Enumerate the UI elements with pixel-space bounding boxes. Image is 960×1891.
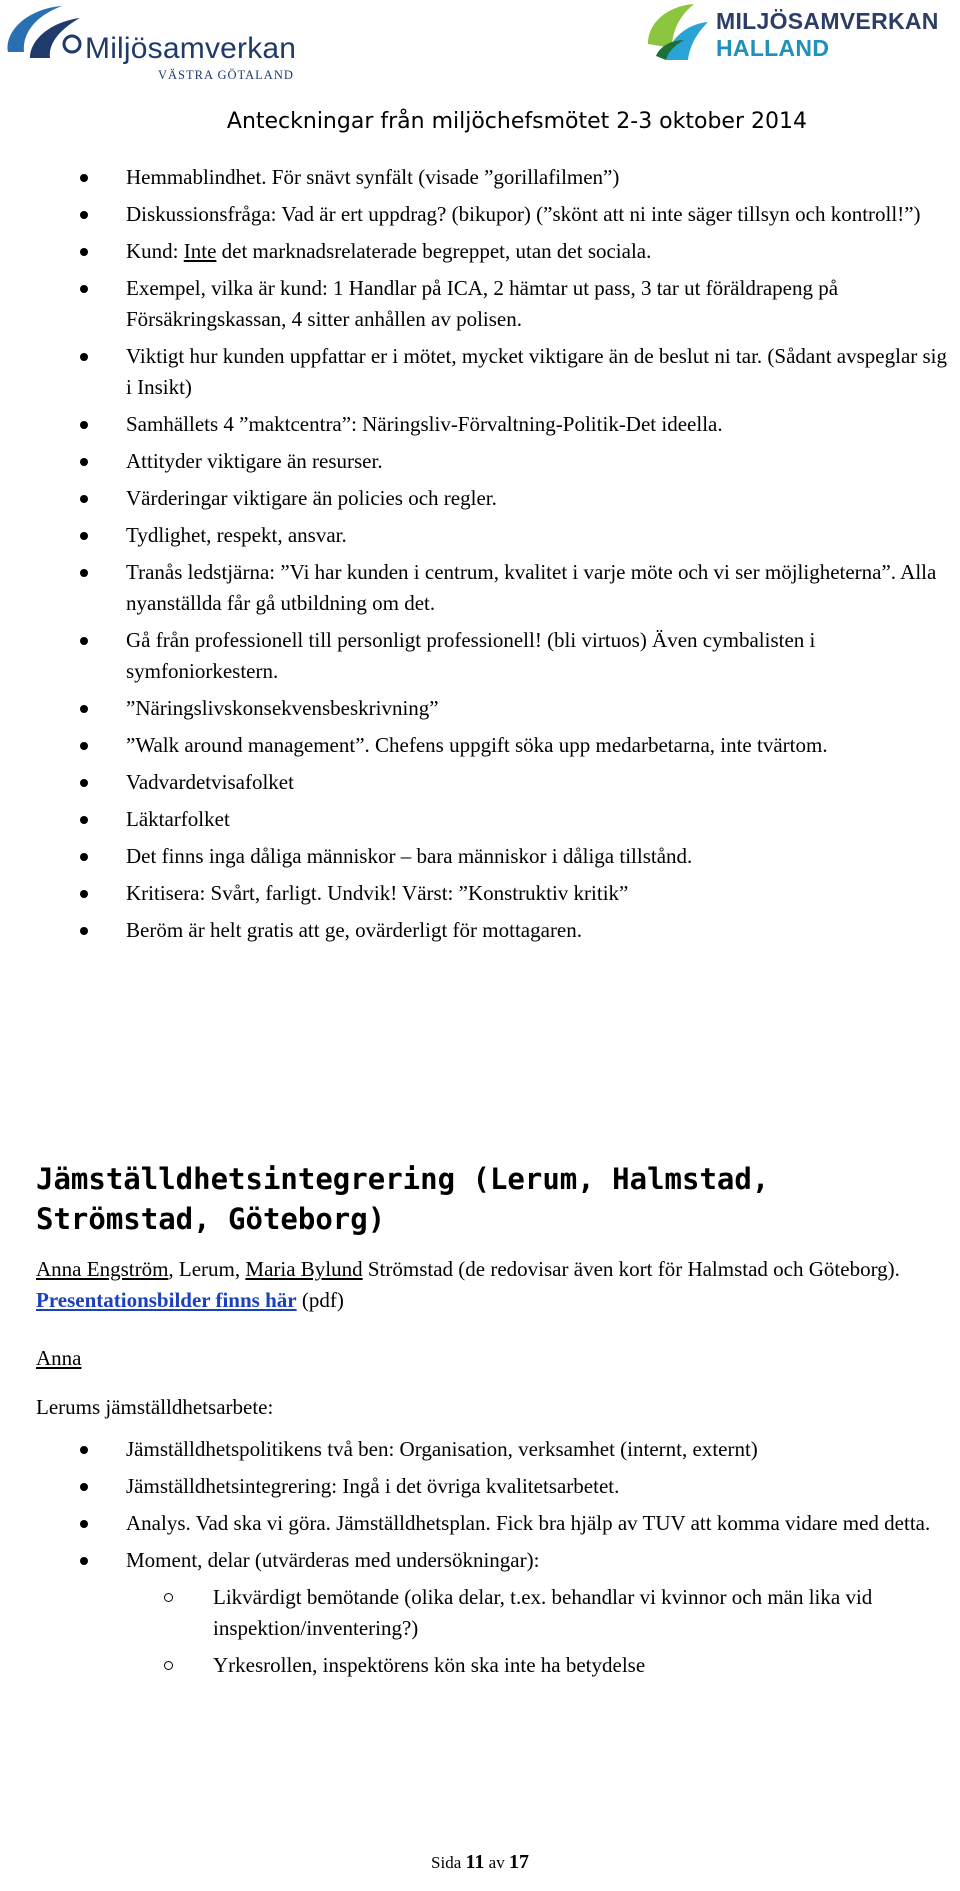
author-name-maria: Maria Bylund: [245, 1257, 363, 1281]
list-item-text: Hemmablindhet. För snävt synfält (visade ”gorillafilmen”): [126, 165, 620, 189]
bullet-icon: [80, 421, 88, 429]
list-item: [0, 878, 956, 909]
bullet-icon: [80, 1557, 88, 1565]
list-item-text: Tydlighet, respekt, ansvar.: [126, 523, 347, 547]
list-item-text: ”Näringslivskonsekvensbeskrivning”: [126, 696, 439, 720]
section-heading: Jämställdhetsintegrering (Lerum, Halmstad, Strömstad, Göteborg): [36, 1162, 770, 1236]
list-item-text: Jämställdhetsintegrering: Ingå i det övriga kvalitetsarbetet.: [126, 1474, 620, 1498]
list-item: [0, 915, 956, 946]
circle-bullet-icon: [164, 1593, 173, 1602]
bullet-icon: [80, 569, 88, 577]
bullet-icon: [80, 248, 88, 256]
page-header: [0, 0, 960, 140]
list-item: [0, 162, 956, 193]
sub-list-item-text: Yrkesrollen, inspektörens kön ska inte ha betydelse: [213, 1653, 646, 1677]
footer-page-number: 11: [465, 1851, 485, 1873]
document-title: Anteckningar från miljöchefsmötet 2-3 oktober 2014: [226, 109, 807, 134]
list-item: [0, 273, 956, 335]
bullet-icon: [80, 742, 88, 750]
section-subtitle: Lerums jämställdhetsarbete:: [36, 1395, 274, 1419]
sub-list-item-text: Likvärdigt bemötande (olika delar, t.ex. behandlar vi kvinnor och män lika vid inspektion/inventering?): [213, 1585, 873, 1640]
section-intro: [36, 1254, 936, 1316]
list-item-text: Tranås ledstjärna: ”Vi har kunden i centrum, kvalitet i varje möte och vi ser möjligheterna”. Alla nyanställda får gå utbildning om det.: [126, 560, 937, 615]
bullet-icon: [80, 927, 88, 935]
list-item: [0, 693, 956, 724]
list-item: [0, 625, 956, 687]
bullet-icon: [80, 1446, 88, 1454]
page-footer: [0, 1851, 960, 1874]
bullet-icon: [80, 174, 88, 182]
list-item: [0, 1545, 956, 1576]
logo-miljosamverkan-halland: [640, 0, 960, 70]
bullet-icon: [80, 853, 88, 861]
bullet-icon: [80, 816, 88, 824]
list-item-text: Beröm är helt gratis att ge, ovärderligt för mottagaren.: [126, 918, 583, 942]
intro-text-2: Strömstad (de redovisar även kort för Halmstad och Göteborg).: [362, 1257, 900, 1281]
list-item-text: Läktarfolket: [126, 807, 230, 831]
author-name-anna: Anna Engström: [36, 1257, 169, 1281]
list-item-text: ”Walk around management”. Chefens uppgift söka upp medarbetarna, inte tvärtom.: [126, 733, 828, 757]
list-item: [0, 730, 956, 761]
bullet-icon: [80, 458, 88, 466]
intro-text-3: (pdf): [296, 1288, 344, 1312]
intro-text-1: , Lerum,: [168, 1257, 246, 1281]
list-item-text: Moment, delar (utvärderas med undersökningar):: [126, 1548, 540, 1572]
list-item: [0, 446, 956, 477]
list-item-text-pre: Kund:: [126, 239, 184, 263]
bullet-icon: [80, 779, 88, 787]
sub-list-item: [0, 1582, 953, 1644]
bullet-icon: [80, 637, 88, 645]
logo-left-name: Miljösamverkan: [85, 32, 297, 65]
presentation-link[interactable]: Presentationsbilder finns här: [36, 1288, 297, 1312]
logo-right-line2: HALLAND: [716, 35, 830, 61]
footer-total-pages: 17: [508, 1851, 529, 1873]
list-item-text: Viktigt hur kunden uppfattar er i mötet, mycket viktigare än de beslut ni tar. (Sådant avspeglar sig i Insikt): [126, 344, 948, 399]
bullet-icon: [80, 890, 88, 898]
bullet-icon: [80, 1483, 88, 1491]
list-item-text: Kritisera: Svårt, farligt. Undvik! Värst: ”Konstruktiv kritik”: [126, 881, 629, 905]
list-item-text: Analys. Vad ska vi göra. Jämställdhetsplan. Fick bra hjälp av TUV att komma vidare med detta.: [126, 1511, 931, 1535]
lerum-list: [0, 1434, 956, 1687]
logo-miljosamverkan-vg: [0, 0, 330, 82]
list-item: [0, 341, 956, 403]
list-item-text: Samhällets 4 ”maktcentra”: Näringsliv-Förvaltning-Politik-Det ideella.: [126, 412, 723, 436]
list-item-text: Det finns inga dåliga människor – bara människor i dåliga tillstånd.: [126, 844, 693, 868]
circle-bullet-icon: [164, 1661, 173, 1670]
list-item: [0, 483, 956, 514]
list-item: [0, 1471, 956, 1502]
list-item: [0, 557, 956, 619]
list-item-text: Exempel, vilka är kund: 1 Handlar på ICA, 2 hämtar ut pass, 3 tar ut föräldrapeng på Försäkringskassan, 4 sitter anhållen av polisen.: [126, 276, 839, 331]
list-item-text: Attityder viktigare än resurser.: [126, 449, 383, 473]
bullet-icon: [80, 495, 88, 503]
list-item: [0, 409, 956, 440]
logo-left-subtitle: VÄSTRA GÖTALAND: [158, 68, 294, 82]
list-item-text-post: det marknadsrelaterade begreppet, utan det sociala.: [216, 239, 652, 263]
list-item-text: Jämställdhetspolitikens två ben: Organisation, verksamhet (internt, externt): [126, 1437, 758, 1461]
footer-mid: av: [484, 1853, 509, 1872]
notes-list: [0, 162, 956, 952]
bullet-icon: [80, 705, 88, 713]
list-item: [0, 1508, 956, 1539]
list-item-text: Diskussionsfråga: Vad är ert uppdrag? (bikupor) (”skönt att ni inte säger tillsyn och kontroll!”): [126, 202, 921, 226]
sub-list-item: [0, 1650, 953, 1681]
list-item-text: Gå från professionell till personligt professionell! (bli virtuos) Även cymbalisten i symfoniorkestern.: [126, 628, 816, 683]
list-item-underlined: Inte: [183, 239, 217, 263]
footer-prefix: Sida: [431, 1853, 466, 1872]
list-item-text: Värderingar viktigare än policies och regler.: [126, 486, 497, 510]
list-item: [0, 199, 956, 230]
bullet-icon: [80, 211, 88, 219]
bullet-icon: [80, 285, 88, 293]
bullet-icon: [80, 353, 88, 361]
list-item-text: Vadvardetvisafolket: [126, 770, 294, 794]
list-item: [0, 236, 956, 267]
list-item: [0, 841, 956, 872]
speaker-name: [36, 1343, 936, 1374]
speaker-name-text: Anna: [36, 1346, 82, 1370]
bullet-icon: [80, 1520, 88, 1528]
list-item: [0, 804, 956, 835]
leaf-logo-icon: [642, 0, 712, 66]
list-item: [0, 520, 956, 551]
swoosh-logo-icon: [0, 0, 90, 70]
list-item: [0, 767, 956, 798]
bullet-icon: [80, 532, 88, 540]
logo-right-line1: MILJÖSAMVERKAN: [716, 8, 939, 34]
list-item: [0, 1434, 956, 1465]
